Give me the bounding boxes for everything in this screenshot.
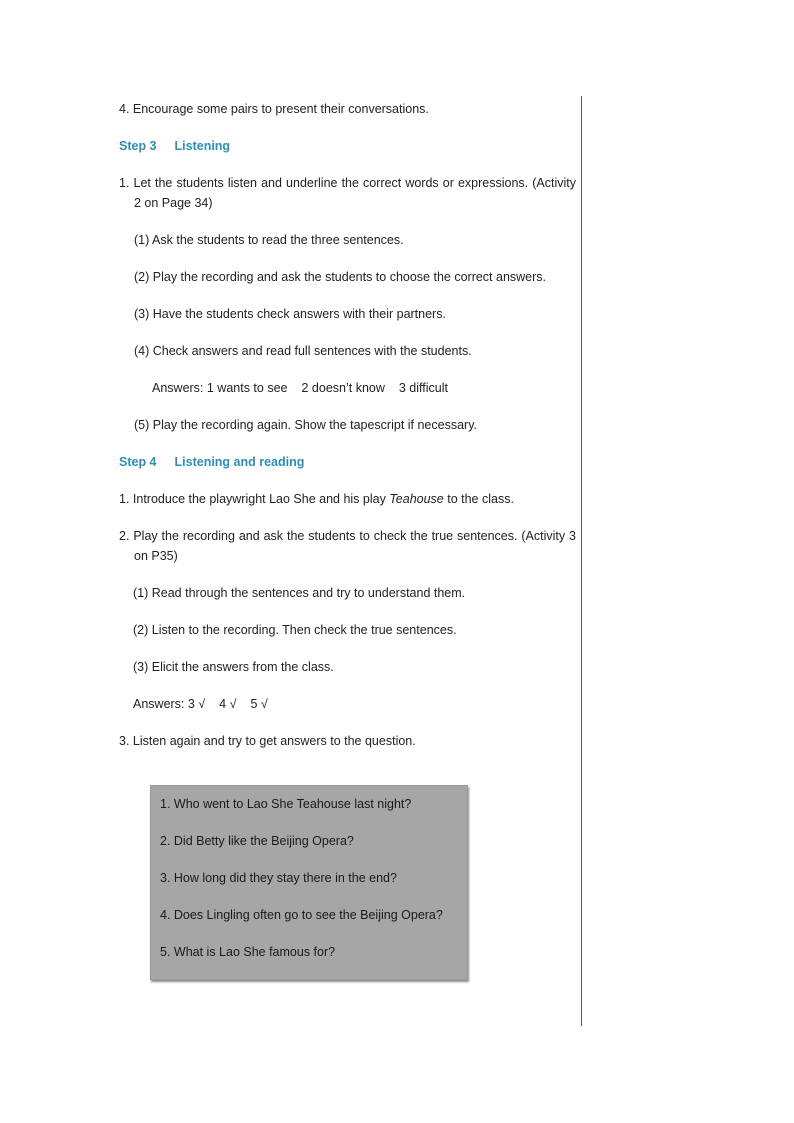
substep-elicit-answers: (3) Elicit the answers from the class. — [133, 660, 334, 674]
substep-read-through: (1) Read through the sentences and try to understand them. — [133, 586, 466, 600]
play-title: Teahouse — [389, 492, 444, 506]
question-item: 5. What is Lao She famous for? — [160, 945, 336, 959]
question-list — [151, 786, 467, 962]
question-item: 1. Who went to Lao She Teahouse last night? — [160, 797, 412, 811]
lesson-content — [119, 99, 576, 768]
paragraph-check-true-sentences: 2. Play the recording and ask the students to check the true sentences. (Activity 3 on P35) — [119, 529, 576, 563]
step-4-label: Step 4 — [119, 455, 157, 469]
step-3-label: Step 3 — [119, 139, 157, 153]
question-box — [150, 785, 468, 980]
substep-play-recording: (2) Play the recording and ask the students to choose the correct answers. — [134, 270, 547, 284]
paragraph-introduce-lao-she: 1. Introduce the playwright Lao She and his play Teahouse to the class. — [119, 492, 514, 506]
step-3-heading — [119, 136, 576, 156]
step-4-heading — [119, 452, 576, 472]
step-4-title: Listening and reading — [174, 455, 305, 469]
paragraph-encourage-pairs: 4. Encourage some pairs to present their conversations. — [119, 102, 429, 116]
substep-listen-check: (2) Listen to the recording. Then check the true sentences. — [133, 623, 457, 637]
question-item: 2. Did Betty like the Beijing Opera? — [160, 834, 354, 848]
substep-check-partners: (3) Have the students check answers with their partners. — [134, 307, 446, 321]
substep-read-sentences: (1) Ask the students to read the three sentences. — [134, 233, 404, 247]
paragraph-listen-again: 3. Listen again and try to get answers to the question. — [119, 734, 416, 748]
paragraph-listen-underline: 1. Let the students listen and underline the correct words or expressions. (Activity 2 on Page 34) — [119, 176, 576, 210]
substep-play-again: (5) Play the recording again. Show the tapescript if necessary. — [134, 418, 477, 432]
answers-activity-3: Answers: 3 √ 4 √ 5 √ — [133, 697, 268, 711]
step-3-title: Listening — [174, 139, 231, 153]
margin-rule — [581, 96, 582, 1026]
question-item: 4. Does Lingling often go to see the Beijing Opera? — [160, 908, 443, 922]
answers-activity-2: Answers: 1 wants to see 2 doesn’t know 3 difficult — [152, 381, 448, 395]
question-item: 3. How long did they stay there in the end? — [160, 871, 397, 885]
substep-check-answers: (4) Check answers and read full sentences with the students. — [134, 344, 472, 358]
